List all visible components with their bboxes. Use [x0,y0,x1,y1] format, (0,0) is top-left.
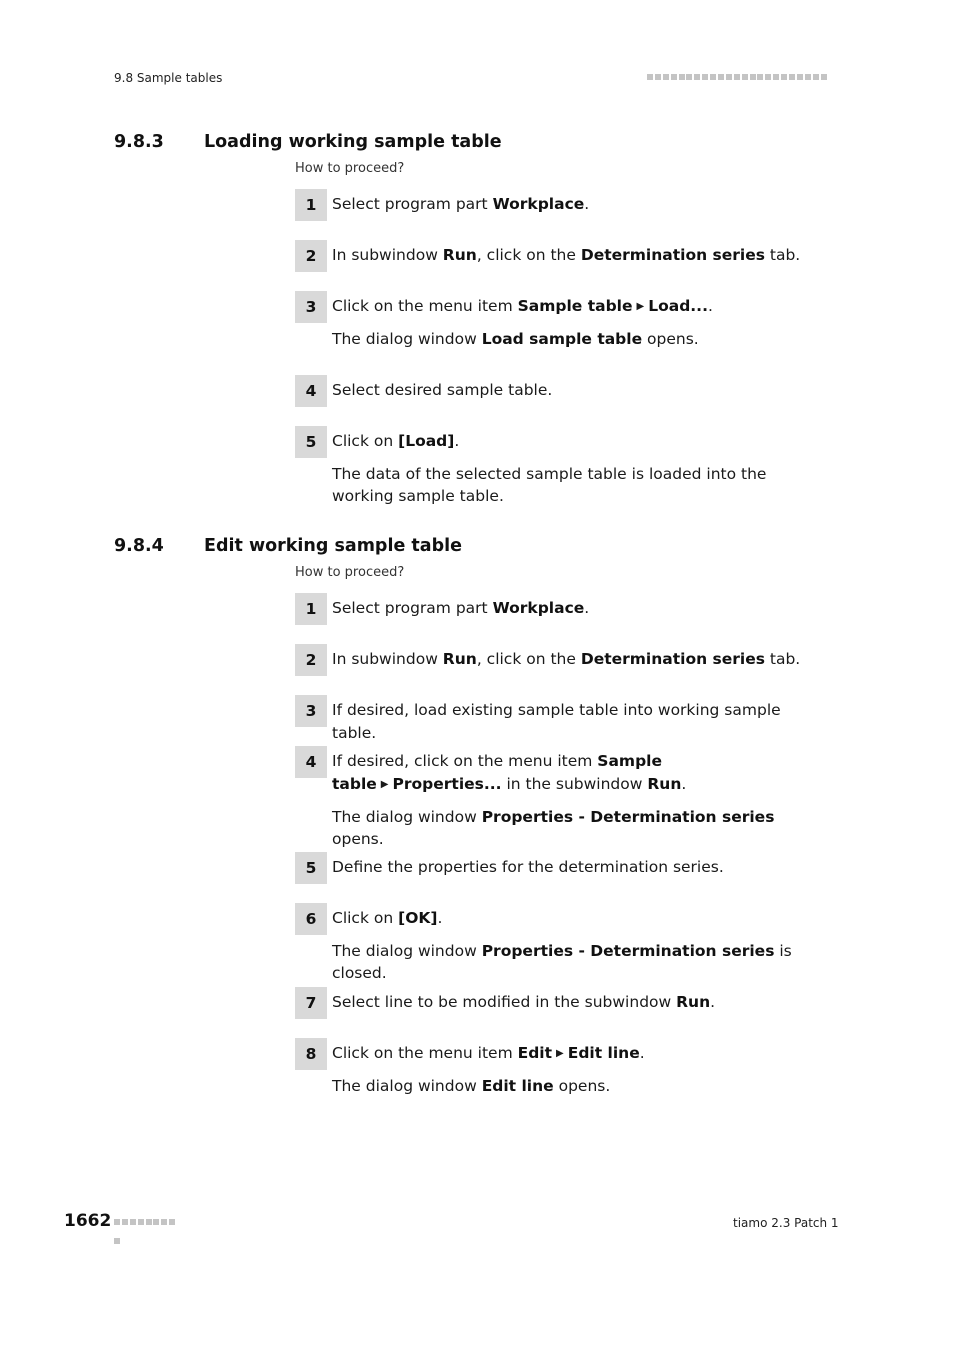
step-number: 2 [295,644,327,676]
step-number: 4 [295,746,327,778]
step-result: The dialog window Properties - Determination series opens. [332,808,775,848]
step-number: 3 [295,291,327,323]
step-text: In subwindow Run, click on the Determination series tab. [332,246,801,264]
step-text: Click on [OK]. [332,909,443,927]
footer-decorative-dots [114,1219,182,1227]
step-text: Select program part Workplace. [332,195,590,213]
step-text: If desired, load existing sample table into working sample table. [332,701,781,742]
how-to-proceed: How to proceed? [295,565,405,580]
section-heading-9-8-4 [114,536,462,556]
product-name: tiamo 2.3 Patch 1 [733,1216,839,1230]
step-text: In subwindow Run, click on the Determination series tab. [332,650,801,668]
step-number: 1 [295,593,327,625]
step-number: 3 [295,695,327,727]
section-title: Loading working sample table [204,132,502,152]
step-text: If desired, click on the menu item Sample table ▶ Properties... in the subwindow Run. [332,752,687,793]
step-text: Click on the menu item Edit ▶ Edit line. [332,1044,645,1062]
step-text: Select line to be modified in the subwindow Run. [332,993,716,1011]
section-title: Edit working sample table [204,536,462,556]
right-triangle-icon: ▶ [556,1048,564,1059]
step-text: Select desired sample table. [332,381,553,399]
section-number: 9.8.4 [114,536,164,556]
running-head: 9.8 Sample tables [114,71,223,85]
step-number: 2 [295,240,327,272]
right-triangle-icon: ▶ [380,779,389,790]
step-text: Define the properties for the determination series. [332,858,724,876]
step-result: The dialog window Edit line opens. [332,1077,611,1095]
how-to-proceed: How to proceed? [295,161,405,176]
page-number: 1662 [64,1211,112,1231]
step-text: Click on [Load]. [332,432,460,450]
step-number: 5 [295,852,327,884]
step-number: 8 [295,1038,327,1070]
step-result: The dialog window Load sample table opens. [332,330,699,348]
step-text: Select program part Workplace. [332,599,590,617]
step-number: 1 [295,189,327,221]
step-number: 6 [295,903,327,935]
step-number: 4 [295,375,327,407]
step-result: The dialog window Properties - Determination series is closed. [332,942,792,982]
header-decorative-dots [647,74,829,82]
step-number: 5 [295,426,327,458]
section-number: 9.8.3 [114,132,164,152]
right-triangle-icon: ▶ [636,301,645,312]
step-number: 7 [295,987,327,1019]
step-text: Click on the menu item Sample table ▶ Load.... [332,297,713,315]
step-result: The data of the selected sample table is loaded into the working sample table. [332,465,767,505]
section-heading-9-8-3 [114,132,502,152]
